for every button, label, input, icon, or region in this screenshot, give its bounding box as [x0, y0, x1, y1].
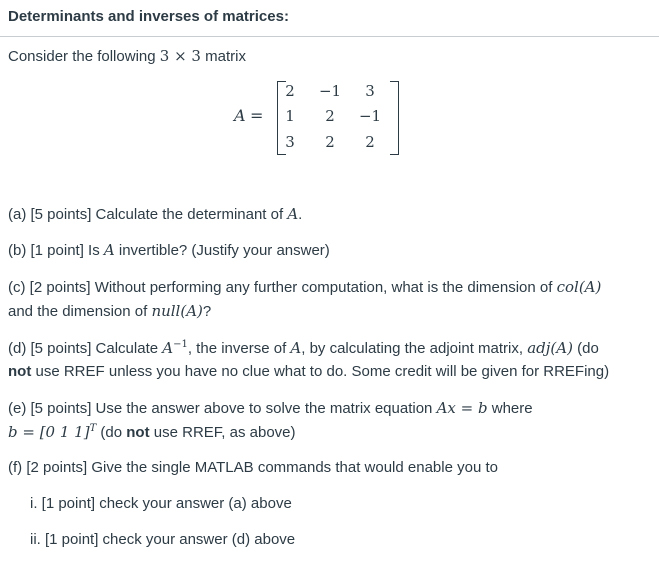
question-d-math3: adj(A): [527, 339, 573, 357]
question-b-prefix: (b) [1 point] Is: [8, 242, 104, 259]
question-a: [8, 205, 302, 223]
matrix-right-bracket: [390, 81, 399, 155]
question-c-prefix: (c) [2 points] Without performing any further computation, what is the dimension of: [8, 279, 557, 296]
matrix-cell: −1: [318, 82, 342, 100]
question-b-math: A: [103, 241, 115, 259]
matrix-lhs: [234, 106, 263, 126]
question-f-i: i. [1 point] check your answer (a) above: [30, 495, 292, 512]
intro-text: [8, 47, 246, 65]
question-e-suffix1: where: [487, 400, 533, 417]
matrix-cell: 3: [285, 133, 295, 151]
question-a-prefix: (a) [5 points] Calculate the determinant of: [8, 206, 288, 223]
intro-before: Consider the following: [8, 48, 160, 65]
question-d-line2-rest: use RREF unless you have no clue what to do. Some credit will be given for RREFing): [31, 363, 610, 380]
question-a-suffix: .: [298, 206, 303, 223]
divider: [0, 36, 659, 37]
question-e-prefix: (e) [5 points] Use the answer above to solve the matrix equation: [8, 400, 437, 417]
question-c-line2-prefix: and the dimension of: [8, 303, 152, 320]
section-title: Determinants and inverses of matrices:: [8, 8, 289, 25]
question-d-line2: [8, 363, 609, 380]
question-d-prefix: (d) [5 points] Calculate: [8, 340, 163, 357]
question-b: [8, 241, 330, 259]
question-e-math2: b = [0 1 1]: [8, 423, 90, 441]
matrix-equals: =: [250, 106, 264, 125]
question-d-mid2: , by calculating the adjoint matrix,: [301, 340, 528, 357]
question-c-line1: [8, 278, 601, 296]
matrix-cell: 1: [285, 107, 295, 125]
matrix-cell: 3: [365, 82, 375, 100]
question-e-line1: [8, 399, 533, 417]
matrix-cell: 2: [325, 107, 335, 125]
question-f: (f) [2 points] Give the single MATLAB commands that would enable you to: [8, 459, 498, 476]
matrix-cell: −1: [358, 107, 382, 125]
question-e-line2-mid: (do: [96, 424, 127, 441]
matrix-A: [232, 79, 412, 157]
question-c-math1: col(A): [556, 278, 602, 296]
matrix-cell: 2: [285, 82, 295, 100]
question-c-line2: [8, 302, 211, 320]
question-b-suffix: invertible? (Justify your answer): [114, 242, 330, 259]
question-e-bold: not: [126, 424, 150, 441]
question-d-suffix1: (do: [572, 340, 599, 357]
question-e-math1: Ax = b: [436, 399, 488, 417]
question-e-line2-rest: use RREF, as above): [149, 424, 296, 441]
question-f-ii: ii. [1 point] check your answer (d) above: [30, 531, 296, 548]
question-e-sup: T: [89, 423, 97, 434]
intro-after: matrix: [200, 48, 246, 65]
question-d-bold: not: [8, 363, 32, 380]
matrix-cell: 2: [365, 133, 375, 151]
question-c-suffix: ?: [202, 303, 212, 320]
question-c-math2: null(A): [151, 302, 203, 320]
question-d-math2: A: [290, 339, 302, 357]
question-a-math: A: [287, 205, 299, 223]
matrix-label: A: [234, 106, 246, 125]
question-e-line2: [8, 423, 296, 441]
question-d-sup: −1: [173, 339, 188, 350]
question-d-line1: [8, 339, 599, 357]
matrix-cell: 2: [325, 133, 335, 151]
intro-dim: 3 × 3: [159, 47, 201, 65]
question-d-math1: A: [162, 339, 174, 357]
question-d-mid1: , the inverse of: [187, 340, 291, 357]
